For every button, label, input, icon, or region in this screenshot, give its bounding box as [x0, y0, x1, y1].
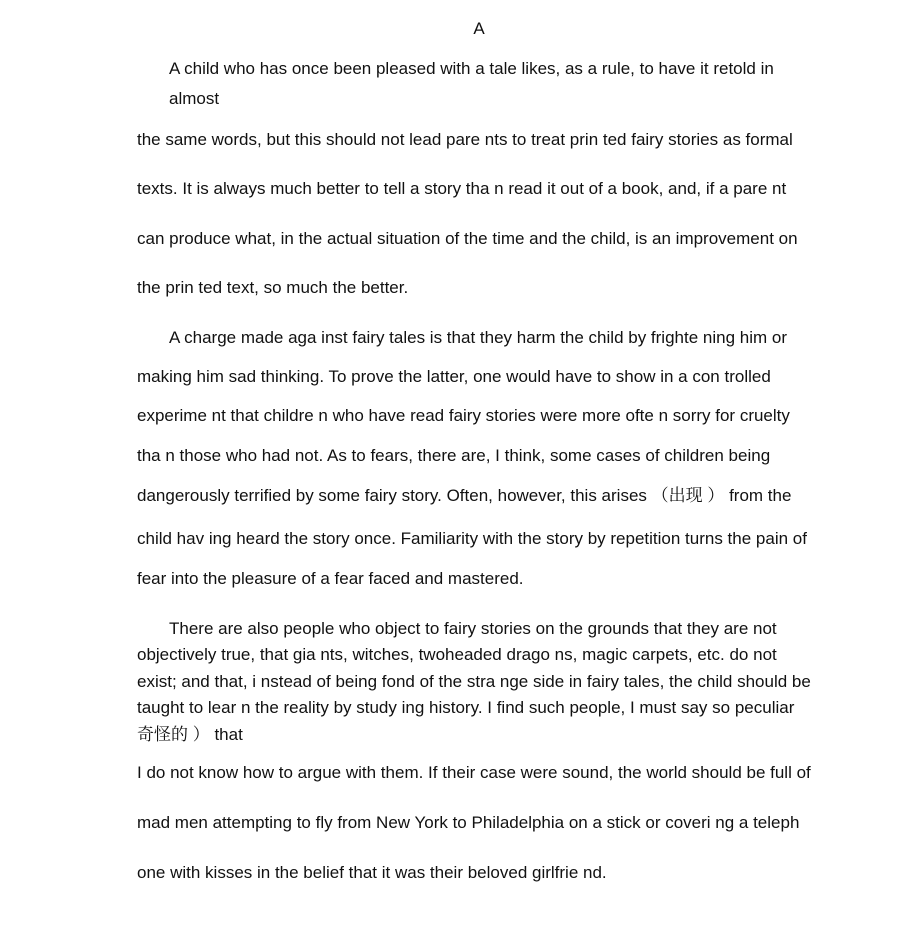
paragraph-3-line-1: There are also people who object to fairy stories on the grounds that they are not	[169, 619, 777, 638]
document-title: A	[473, 19, 485, 38]
paragraph-2-line-5: dangerously terrified by some fairy story. Often, however, this arises （出现 ） from the	[137, 486, 792, 505]
paragraph-3-line-4: taught to lear n the reality by study ing history. I find such people, I must say so peculiar	[137, 698, 795, 717]
paragraph-3-line-8: one with kisses in the belief that it was their beloved girlfrie nd.	[137, 863, 607, 882]
paragraph-3-line-6: I do not know how to argue with them. If their case were sound, the world should be full of	[137, 763, 811, 782]
paragraph-1-line-2: almost	[169, 89, 220, 108]
paragraph-3-line-7: mad men attempting to fly from New York to Philadelphia on a stick or coveri ng a teleph	[137, 813, 800, 832]
paragraph-1-line-3: the same words, but this should not lead pare nts to treat prin ted fairy stories as formal	[137, 130, 793, 149]
paragraph-3-line-5: 奇怪的 ） that	[137, 725, 243, 744]
paragraph-1-line-6: the prin ted text, so much the better.	[137, 278, 409, 297]
paragraph-2-line-7: fear into the pleasure of a fear faced and mastered.	[137, 569, 524, 588]
paragraph-2-line-3: experime nt that childre n who have read fairy stories were more ofte n sorry for cruelty	[137, 406, 790, 425]
paragraph-2-line-4: tha n those who had not. As to fears, there are, I think, some cases of children being	[137, 446, 771, 465]
paragraph-2-line-1: A charge made aga inst fairy tales is that they harm the child by frighte ning him or	[169, 328, 787, 347]
paragraph-3-line-3: exist; and that, i nstead of being fond of the stra nge side in fairy tales, the child should be	[137, 672, 811, 691]
paragraph-3-line-2: objectively true, that gia nts, witches, twoheaded drago ns, magic carpets, etc. do not	[137, 645, 777, 664]
paragraph-1-line-4: texts. It is always much better to tell a story tha n read it out of a book, and, if a pare nt	[137, 179, 787, 198]
paragraph-1-line-1: A child who has once been pleased with a tale likes, as a rule, to have it retold in	[169, 59, 774, 78]
paragraph-2-line-6: child hav ing heard the story once. Familiarity with the story by repetition turns the pain of	[137, 529, 807, 548]
paragraph-1-line-5: can produce what, in the actual situation of the time and the child, is an improvement on	[137, 229, 798, 248]
paragraph-2-line-2: making him sad thinking. To prove the latter, one would have to show in a con trolled	[137, 367, 771, 386]
